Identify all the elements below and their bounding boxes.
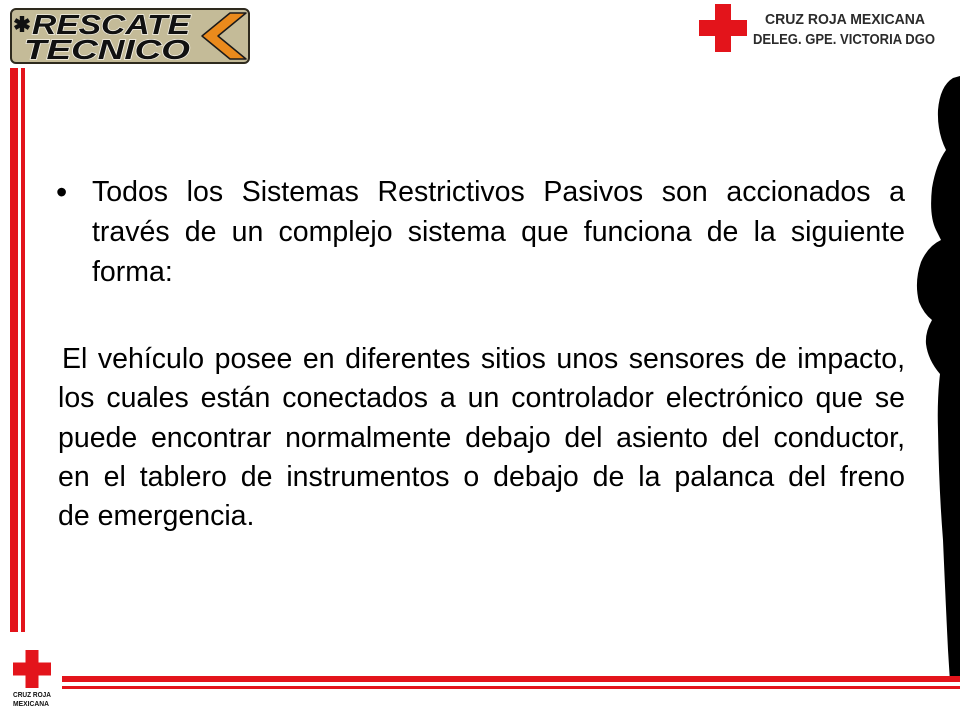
footer-cruz-roja-logo — [11, 649, 57, 709]
silhouette-shape — [917, 76, 960, 682]
footer-logo-text-line1: CRUZ ROJA — [13, 690, 52, 699]
red-cross-horizontal-arm — [699, 20, 747, 36]
footer-red-cross-icon — [13, 650, 51, 688]
red-cross-icon — [699, 4, 747, 52]
paragraph-2 — [58, 340, 905, 536]
rescate-tecnico-logo — [10, 8, 250, 64]
paragraph-1-line: forma: — [92, 256, 173, 288]
paragraph-1-line: Todos los Sistemas Restrictivos Pasivos son accionados a — [92, 176, 905, 208]
org-delegation: DELEG. GPE. VICTORIA DGO — [753, 32, 935, 48]
left-border-thick — [10, 68, 18, 632]
footer-line-thick — [62, 676, 960, 682]
paragraph-2-line: los cuales están conectados a un controlador electrónico que se — [58, 382, 905, 415]
paragraph-2-line: puede encontrar normalmente debajo del asiento del conductor, — [58, 421, 905, 454]
profile-silhouette — [900, 70, 960, 690]
cruz-roja-header — [752, 6, 942, 52]
paragraph-2-line: de emergencia. — [58, 500, 255, 532]
footer-logo-text-line2: MEXICANA — [13, 699, 50, 708]
paragraph-2-line: en el tablero de instrumentos o debajo de la palanca del freno — [58, 460, 905, 493]
bullet-marker: • — [56, 174, 68, 210]
logo-text-rescate: RESCATE — [32, 9, 192, 40]
org-name: CRUZ ROJA MEXICANA — [765, 12, 926, 28]
paragraph-1-line: través de un complejo sistema que funciona de la siguiente — [92, 216, 905, 248]
logo-text-tecnico: TECNICO — [24, 34, 191, 64]
paragraph-2-line: El vehículo posee en diferentes sitios unos sensores de impacto, — [62, 343, 905, 375]
left-border-thin — [21, 68, 25, 632]
paragraph-1 — [92, 172, 905, 292]
footer-line-thin — [62, 686, 960, 689]
